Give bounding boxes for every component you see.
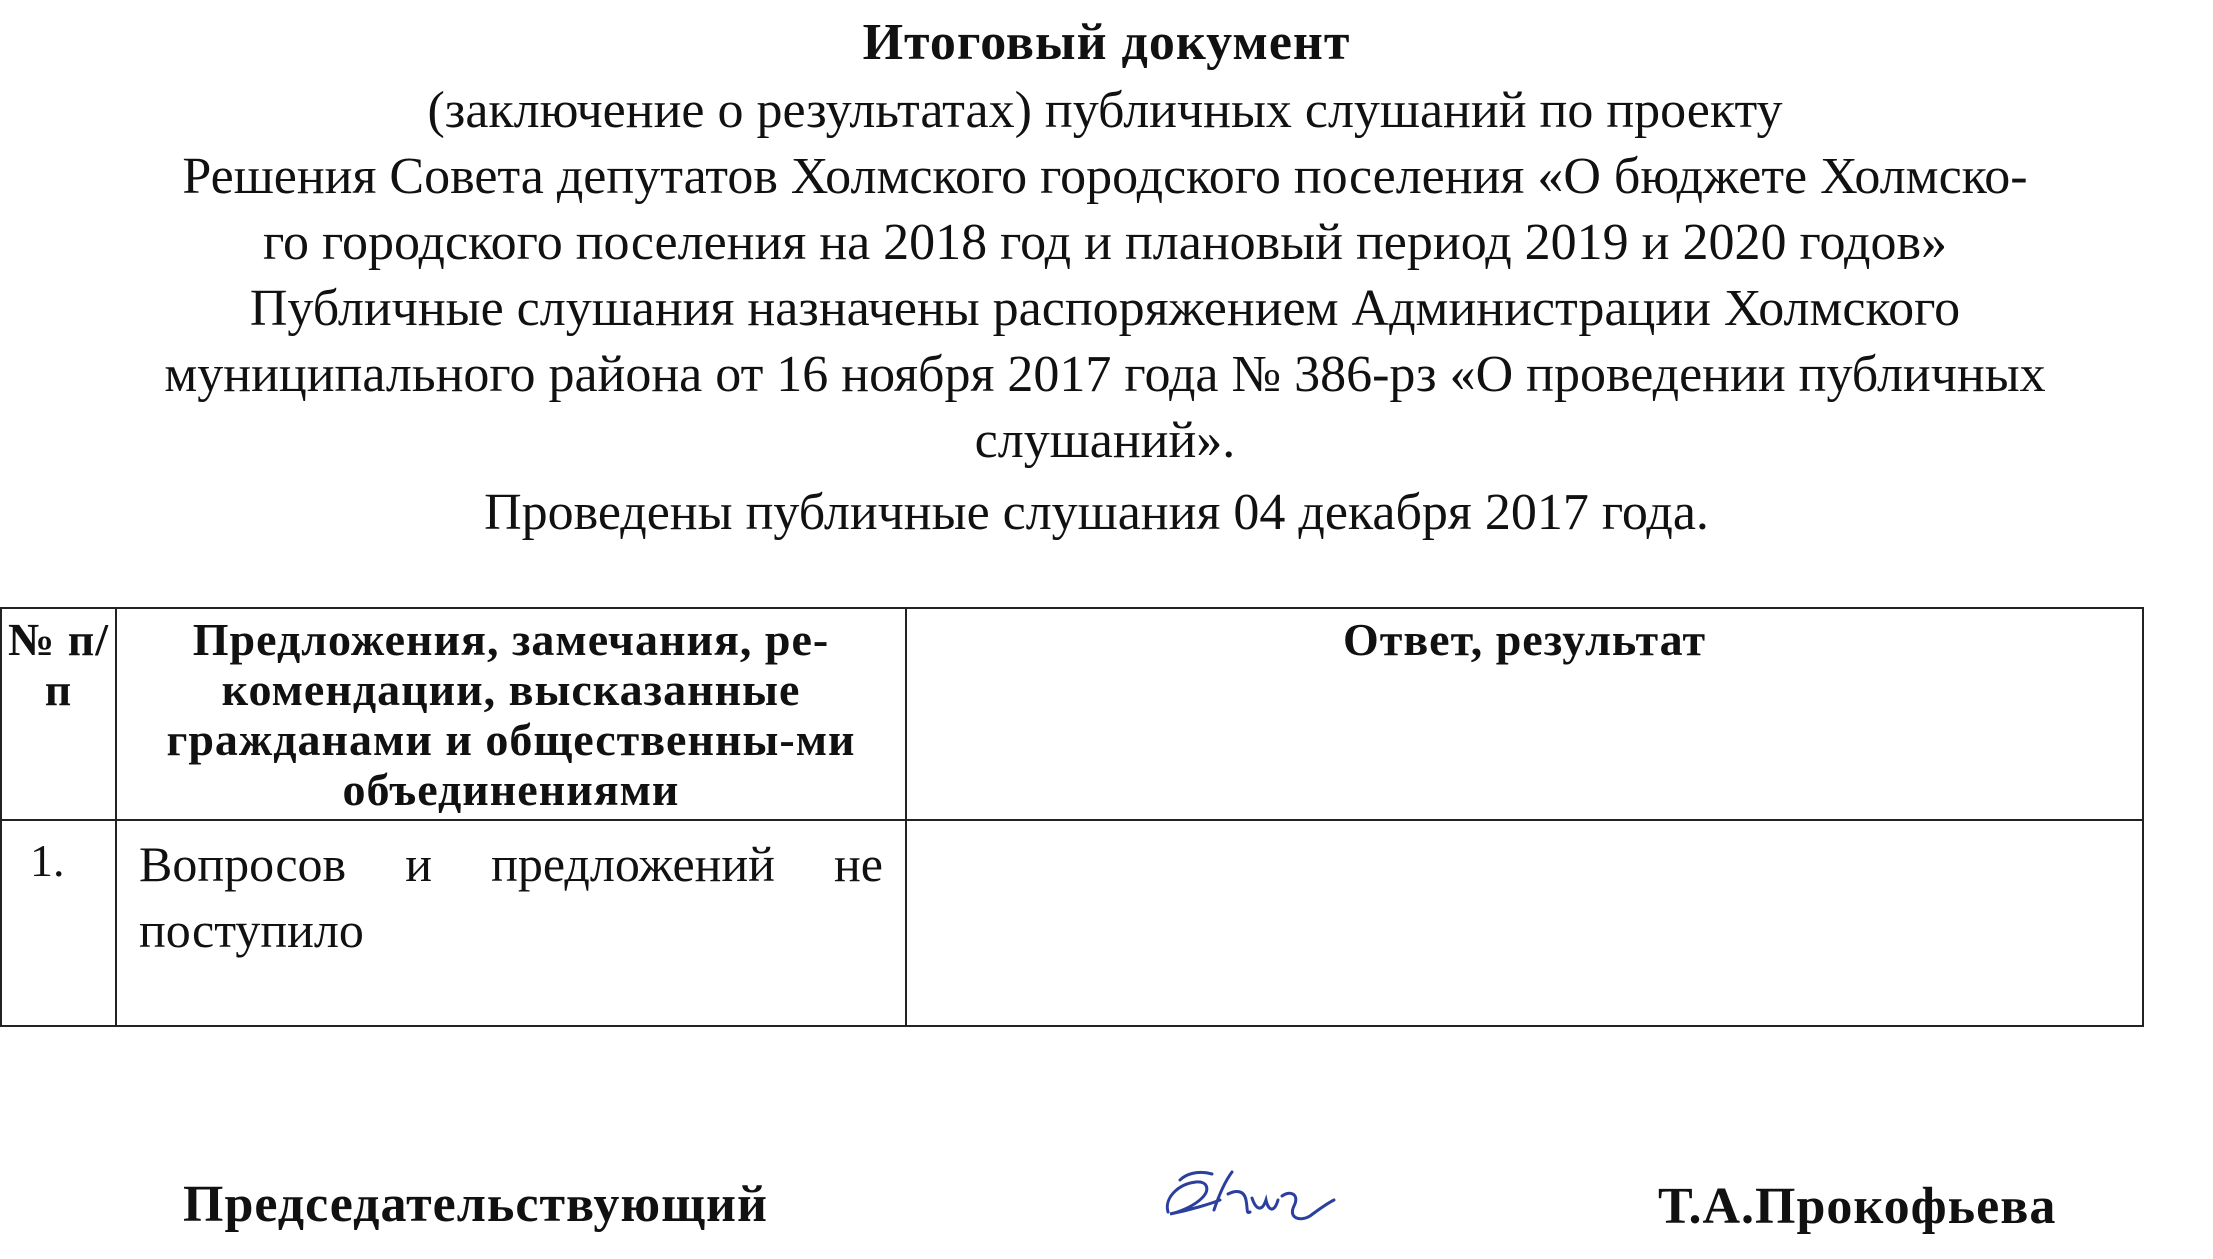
- intro-line: го городского поселения на 2018 год и плановый период 2019 и 2020 годов»: [262, 214, 1948, 271]
- table-header-row: [1, 608, 2143, 820]
- document-intro: [30, 78, 2180, 474]
- intro-line: слушаний».: [974, 412, 1236, 469]
- intro-line: муниципального района от 16 ноября 2017 года № 386-рз «О проведении публичных: [164, 346, 2046, 403]
- hearing-date-line: Проведены публичные слушания 04 декабря 2017 года.: [484, 484, 1709, 541]
- row-proposal: Вопросов и предложений не поступило: [116, 820, 906, 1026]
- document-title: Итоговый документ: [862, 14, 1351, 71]
- row-answer: [906, 820, 2143, 1026]
- chairperson-name: Т.А.Прокофьева: [1658, 1178, 2057, 1235]
- chairperson-label: Председательствующий: [183, 1176, 768, 1233]
- signature-image: [1150, 1160, 1340, 1240]
- header-answer: Ответ, результат: [906, 608, 2143, 820]
- intro-line: Решения Совета депутатов Холмского городского поселения «О бюджете Холмско-: [182, 148, 2028, 205]
- row-number: 1.: [1, 820, 116, 1026]
- intro-line: Публичные слушания назначены распоряжением Администрации Холмского: [249, 280, 1961, 337]
- header-proposals: Предложения, замечания, ре-комендации, высказанные гражданами и общественны-ми объединениями: [116, 608, 906, 820]
- table-row: [1, 820, 2143, 1026]
- header-number: № п/п: [1, 608, 116, 820]
- results-table: [0, 607, 2144, 1027]
- intro-line: (заключение о результатах) публичных слушаний по проекту: [427, 82, 1783, 139]
